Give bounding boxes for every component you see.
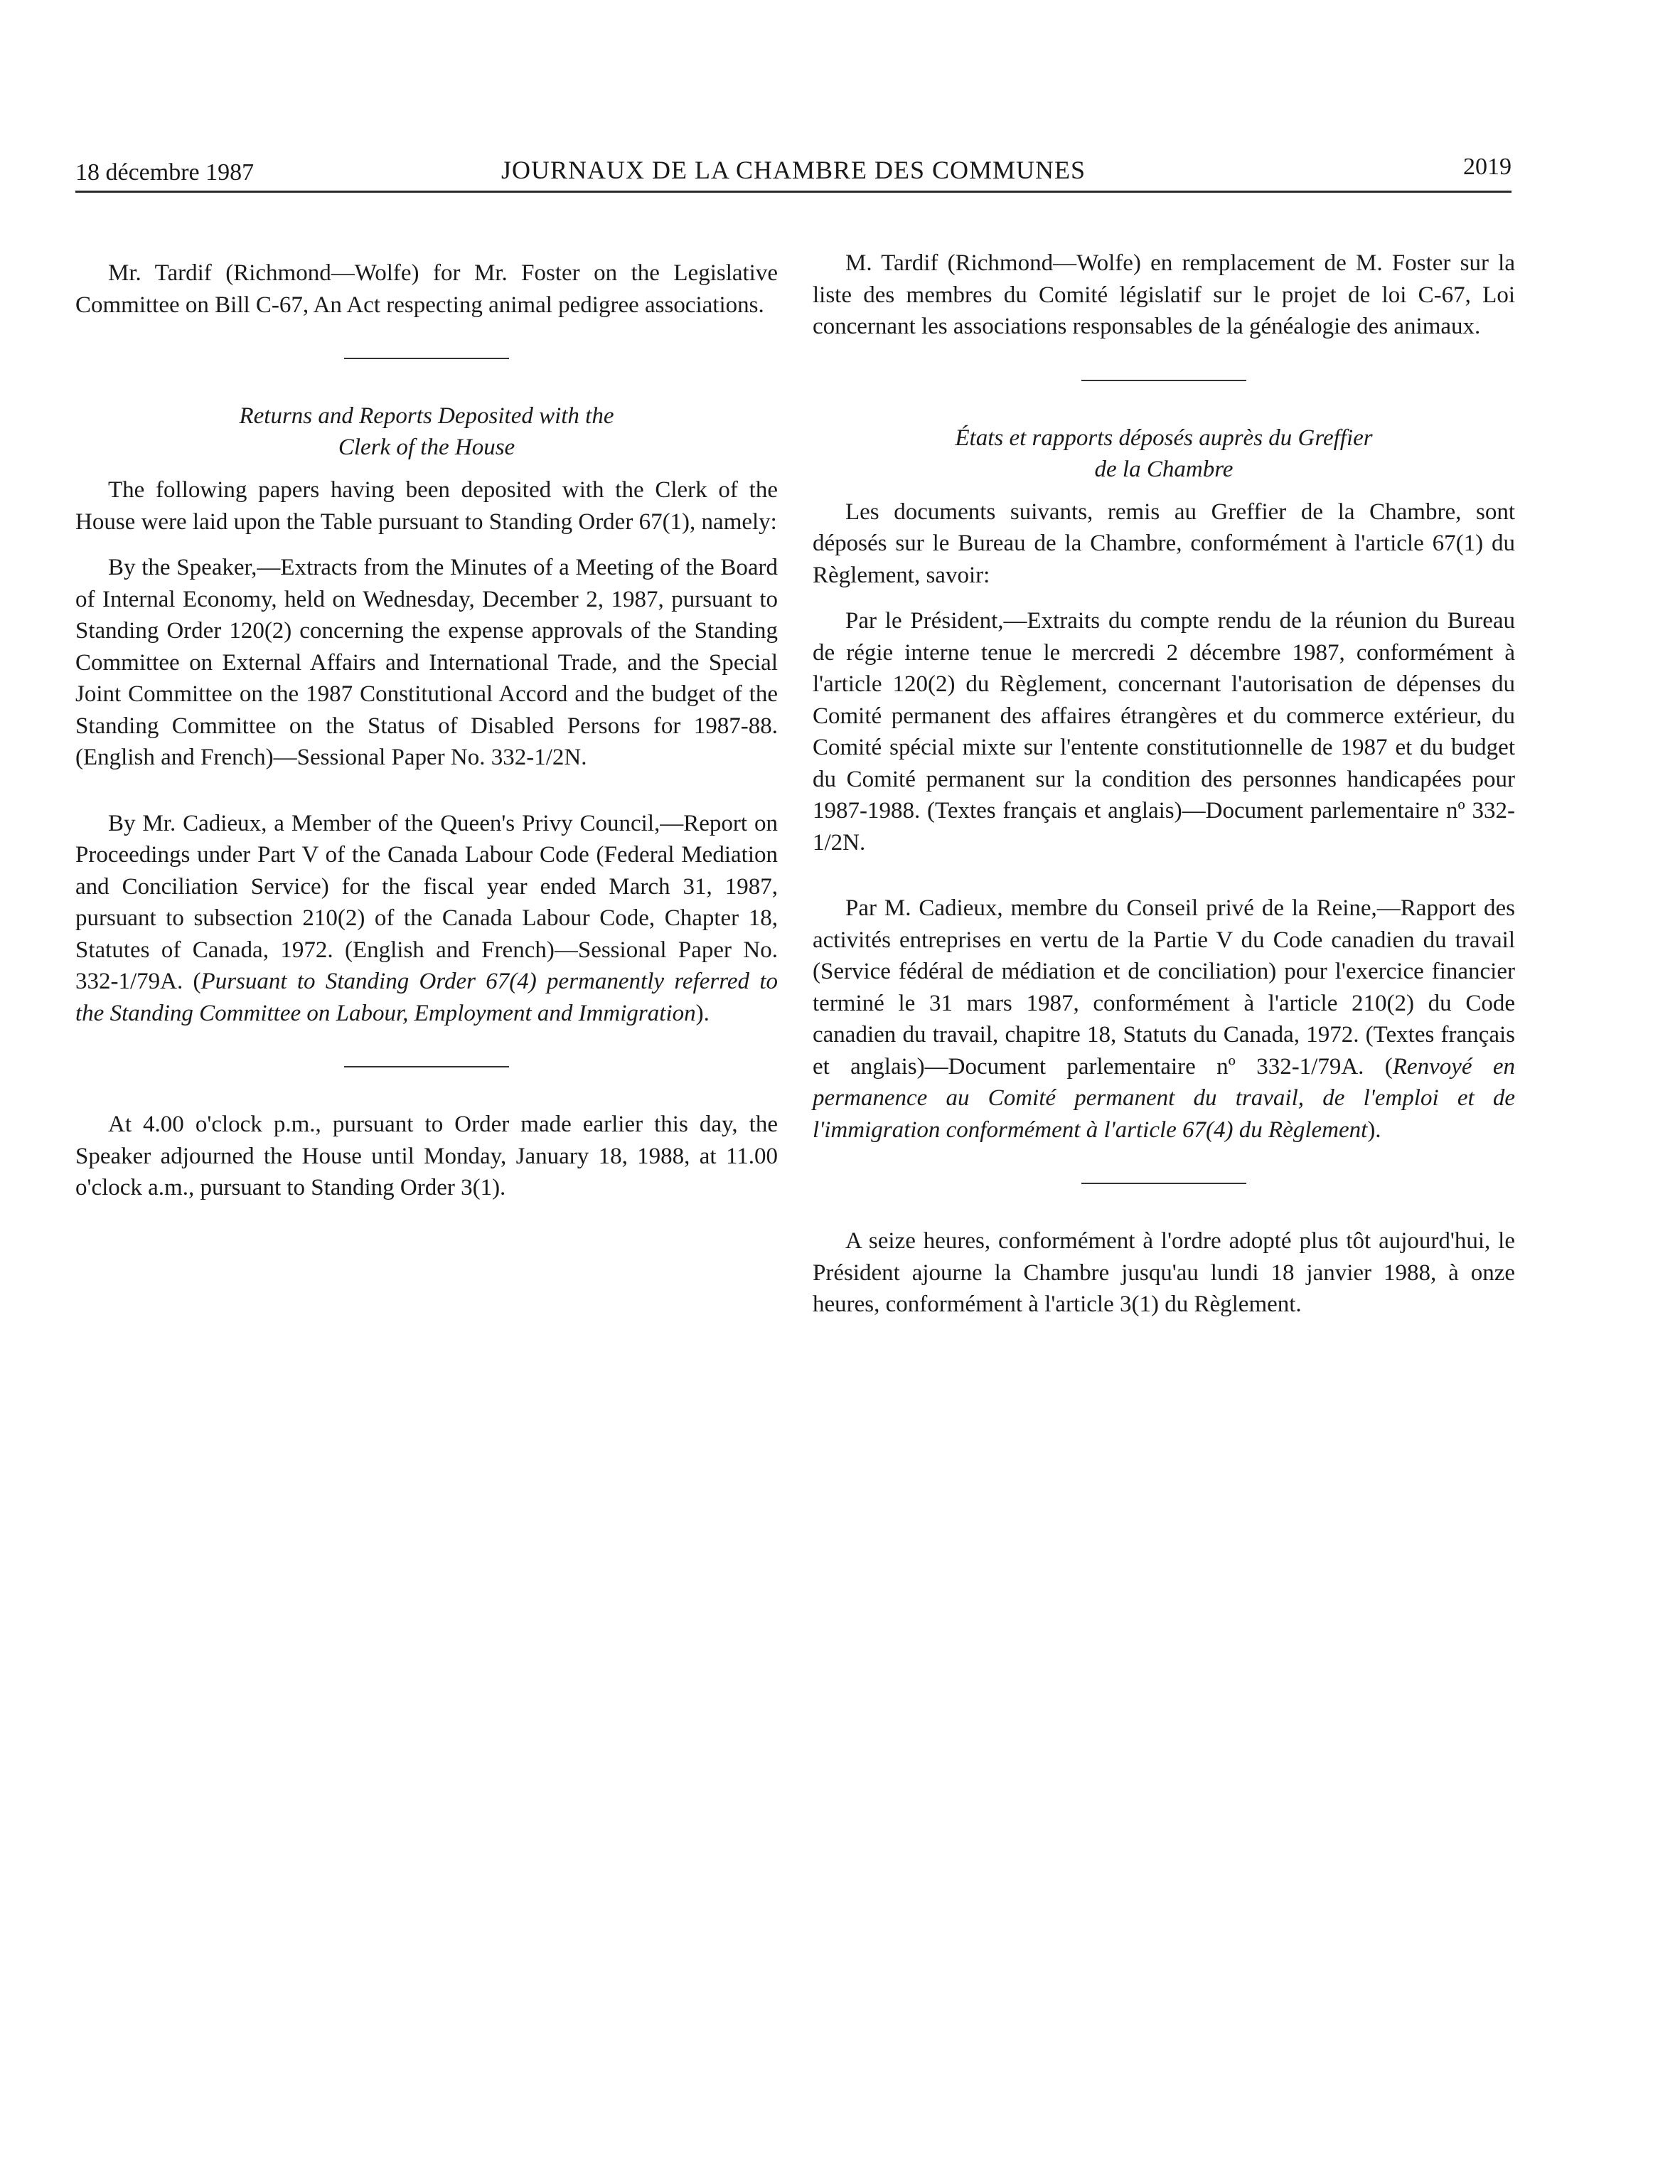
fr-section-heading — [813, 422, 1515, 485]
fr-heading-line-2: de la Chambre — [1094, 456, 1234, 482]
en-divider-2 — [344, 1066, 509, 1067]
fr-adjournment: A seize heures, conformément à l'ordre adopté plus tôt aujourd'hui, le Président ajourne la Chambre jusqu'au lundi 18 janvier 1988, à onze heures, conformément à l'article 3(1) du Règlement. — [813, 1228, 1515, 1317]
french-column — [813, 247, 1515, 1321]
en-speaker-paper: By the Speaker,—Extracts from the Minutes of a Meeting of the Board of Internal Economy, held on Wednesday, December 2, 1987, pursuant to Standing Order 120(2) concerning the expense approvals of the Standing Committee on External Affairs and International Trade, and the Special Joint Committee on the 1987 Constitutional Accord and the budget of the Standing Committee on the Status of Disabled Persons for 1987-88. (English and French)—Sessional Paper No. 332-1/2N. — [75, 555, 778, 770]
fr-president-paper: Par le Président,—Extraits du compte rendu de la réunion du Bureau de régie interne tenue le mercredi 2 décembre 1987, conformément à l'article 120(2) du Règlement, concernant l'autorisation de dépenses du Comité permanent des affaires étrangères et du commerce extérieur, du Comité spécial mixte sur l'entente constitutionnelle de 1987 et du budget du Comité permanent sur la condition des personnes handicapées pour 1987-1988. (Textes français et anglais)—Document parlementaire nº 332-1/2N. — [813, 608, 1515, 856]
en-cadieux-paper — [75, 808, 778, 1030]
fr-cadieux-end: ). — [1367, 1117, 1381, 1143]
fr-heading-line-1: États et rapports déposés auprès du Greffier — [955, 425, 1373, 451]
en-heading-line-2: Clerk of the House — [338, 435, 515, 460]
en-cadieux-text: By Mr. Cadieux, a Member of the Queen's Privy Council,—Report on Proceedings under Part V of the Canada Labour Code (Federal Mediation and Conciliation Service) for the fiscal year ended March 31, 1987, pursuant to subsection 210(2) of the Canada Labour Code, Chapter 18, Statutes of Canada, 1972. (English and French)—Sessional Paper No. 332-1/79A. ( — [75, 810, 778, 994]
page-header — [75, 148, 1512, 193]
en-committee-substitution: Mr. Tardif (Richmond—Wolfe) for Mr. Foster on the Legislative Committee on Bill C-67, An Act respecting animal pedigree associations. — [75, 260, 778, 318]
page-number: 2019 — [1463, 154, 1512, 180]
en-cadieux-end: ). — [695, 1000, 710, 1026]
fr-divider-2 — [1081, 1183, 1246, 1184]
fr-cadieux-referral: Renvoyé en permanence au Comité permanent du travail, de l'emploi et de l'immigration conformément à l'article 67(4) du Règlement — [813, 1053, 1515, 1143]
fr-cadieux-text: Par M. Cadieux, membre du Conseil privé de la Reine,—Rapport des activités entreprises en vertu de la Partie V du Code canadien du travail (Service fédéral de médiation et de conciliation) pour l'exercice financier terminé le 31 mars 1987, conformément à l'article 210(2) du Code canadien du travail, chapitre 18, Statuts du Canada, 1972. (Textes français et anglais)—Document parlementaire nº 332-1/79A. ( — [813, 895, 1515, 1080]
en-cadieux-referral: Pursuant to Standing Order 67(4) permanently referred to the Standing Committee on Labour, Employment and Immigration — [75, 969, 778, 1026]
fr-cadieux-paper — [813, 893, 1515, 1146]
en-divider-1 — [344, 358, 509, 359]
en-heading-line-1: Returns and Reports Deposited with the — [239, 403, 614, 429]
english-column — [75, 257, 778, 1204]
en-section-heading — [75, 400, 778, 463]
fr-papers-intro: Les documents suivants, remis au Greffier de la Chambre, sont déposés sur le Bureau de la Chambre, conformément à l'article 67(1) du Règlement, savoir: — [813, 499, 1515, 588]
header-date: 18 décembre 1987 — [75, 159, 255, 186]
fr-committee-substitution: M. Tardif (Richmond—Wolfe) en remplacement de M. Foster sur la liste des membres du Comité législatif sur le projet de loi C-67, Loi concernant les associations responsables de la généalogie des animaux. — [813, 250, 1515, 339]
header-title: JOURNAUX DE LA CHAMBRE DES COMMUNES — [501, 156, 1086, 184]
fr-divider-1 — [1081, 380, 1246, 381]
en-adjournment: At 4.00 o'clock p.m., pursuant to Order made earlier this day, the Speaker adjourned the House until Monday, January 18, 1988, at 11.00 o'clock a.m., pursuant to Standing Order 3(1). — [75, 1112, 778, 1200]
en-papers-intro: The following papers having been deposited with the Clerk of the House were laid upon the Table pursuant to Standing Order 67(1), namely: — [75, 477, 778, 535]
